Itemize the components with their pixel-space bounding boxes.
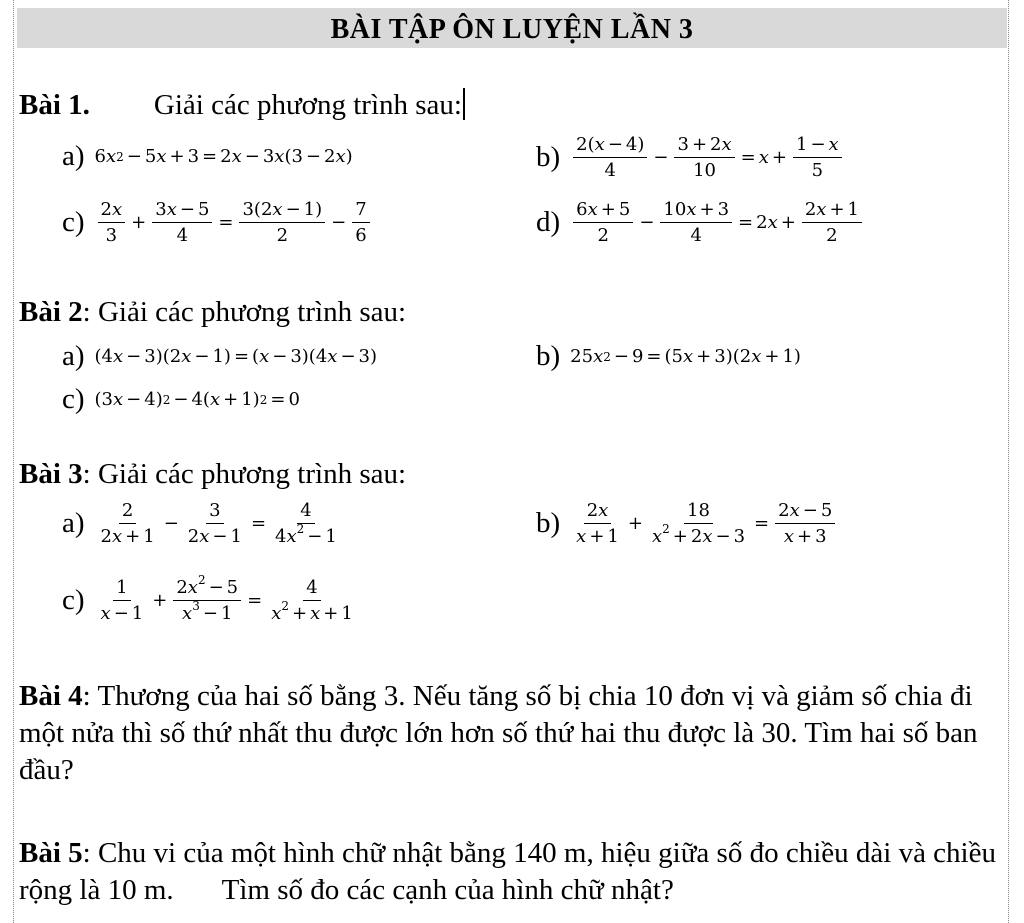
bai5-paragraph — [19, 835, 1013, 909]
bai1-a — [62, 140, 353, 173]
bai3-a-equation: $\frac{2}{2x + 1}$ − $\frac{3}{2x - 1}$ = $\frac{4}{4x^2 - 1}$ — [100, 500, 337, 547]
bai2-b-equation: 25 x 2 − 9 = (5 x + 3)(2 x + 1) — [570, 346, 801, 367]
bai1-c-label: c) — [62, 206, 85, 238]
bai3-b-equation: $\frac{2x}{x + 1}$ + $\frac{18}{x^2 + 2x - 3}$ = $\frac{2x - 5}{x + 3}$ — [570, 500, 838, 547]
bai1-d — [536, 199, 865, 246]
document-title: BÀI TẬP ÔN LUYỆN LẦN 3 — [17, 8, 1007, 48]
bai1-label: Bài 1. — [19, 89, 90, 121]
bai2-b-label: b) — [536, 340, 561, 372]
bai1-c — [62, 199, 373, 246]
bai2-c — [62, 383, 300, 416]
bai4-text: : Thương của hai số bằng 3. Nếu tăng số bị chia 10 đơn vị và giảm số chia đi một nửa thì số thứ nhất thu được lớn hơn số thứ hai thu được là 30. Tìm hai số ban đầu? — [19, 680, 978, 786]
bai3-b — [536, 500, 838, 547]
bai1-a-equation: 6 x 2 − 5 x + 3 = 2 x − 3 x (3 − 2 x ) — [94, 146, 353, 167]
bai4-paragraph — [19, 678, 1013, 789]
bai1-b — [536, 134, 845, 181]
bai3-a-label: a) — [62, 507, 85, 539]
bai2-b — [536, 340, 801, 373]
bai1-text: Giải các phương trình sau: — [153, 89, 462, 121]
bai3-c-equation: $\frac{1}{x - 1}$ + $\frac{2x^2 - 5}{x^3 - 1}$ = $\frac{4}{x^2 + x + 1}$ — [100, 573, 353, 624]
bai3-heading — [19, 458, 406, 491]
bai1-b-label: b) — [536, 141, 561, 173]
bai5-label: Bài 5 — [19, 837, 83, 869]
bai2-c-label: c) — [62, 383, 85, 415]
bai3-c — [62, 573, 359, 624]
bai4-label: Bài 4 — [19, 680, 83, 712]
text-cursor — [463, 88, 465, 120]
bai2-a-equation: (4 x − 3)(2 x − 1) = ( x − 3)(4 x − 3) — [94, 346, 378, 367]
bai1-a-label: a) — [62, 140, 85, 172]
bai3-a — [62, 500, 343, 547]
bai1-d-label: d) — [536, 206, 561, 238]
bai1-d-equation: $\frac{6x + 5}{2}$ − $\frac{10x + 3}{4}$ = 2 x + $\frac{2x + 1}{2}$ — [570, 199, 865, 246]
bai5-text: : Chu vi của một hình chữ nhật bằng 140 m, hiệu giữa số đo chiều dài và chiều rộng là 10 m. — [19, 837, 996, 906]
bai3-label: Bài 3 — [19, 458, 83, 490]
bai2-text: : Giải các phương trình sau: — [82, 296, 407, 328]
bai1-c-equation: $\frac{2x}{3}$ + $\frac{3x - 5}{4}$ = $\frac{3(2x - 1)}{2}$ − $\frac{7}{6}$ — [95, 199, 373, 246]
bai3-c-label: c) — [62, 584, 85, 616]
bai2-c-equation: (3 x − 4) 2 − 4( x + 1) 2 = 0 — [94, 389, 300, 410]
bai1-b-equation: $\frac{2(x - 4)}{4}$ − $\frac{3 + 2x}{10}$ = x + $\frac{1 - x}{5}$ — [570, 134, 845, 181]
bai5-text2: Tìm số đo các cạnh của hình chữ nhật? — [221, 874, 674, 906]
bai2-label: Bài 2 — [19, 296, 83, 328]
bai1-heading — [19, 88, 465, 122]
bai2-a — [62, 340, 377, 373]
bai3-b-label: b) — [536, 507, 561, 539]
bai2-heading — [19, 296, 406, 329]
bai2-a-label: a) — [62, 340, 85, 372]
page-left-border — [13, 0, 14, 923]
bai3-text: : Giải các phương trình sau: — [82, 458, 407, 490]
